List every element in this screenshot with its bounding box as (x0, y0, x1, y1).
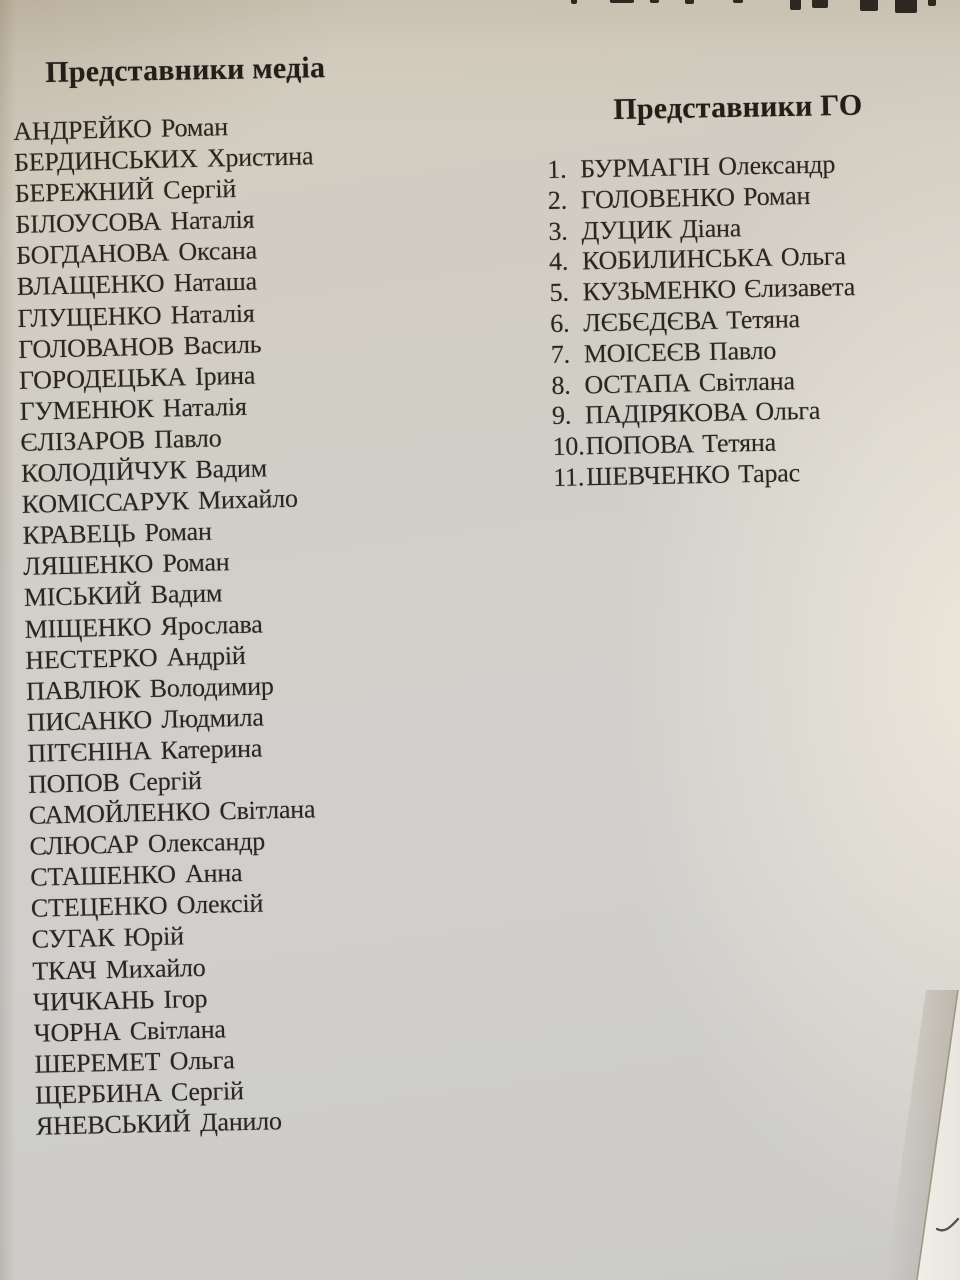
person-name: ШЕВЧЕНКО Тарас (585, 458, 801, 492)
item-number: 7. (550, 339, 571, 369)
person-name: ОСТАПА Світлана (584, 365, 796, 399)
person-name: СЛЮСАР Олександр (29, 826, 266, 861)
item-number: 1. (547, 154, 567, 184)
item-number: 2. (547, 185, 568, 215)
list-item (553, 457, 859, 494)
item-number: 8. (551, 370, 571, 400)
person-name: ГУМЕНЮК Наталія (19, 391, 248, 426)
item-number: 10. (552, 431, 585, 462)
person-name: ГОРОДЕЦЬКА Ірина (18, 360, 256, 395)
text-fragment (790, 0, 801, 10)
media-names-list (13, 109, 335, 1142)
person-name: КОБИЛИНСЬКА Ольга (581, 241, 846, 276)
person-name: ЧОРНА Світлана (33, 1014, 227, 1048)
person-name: ПОПОВА Тетяна (585, 427, 777, 461)
person-name: ПАДІРЯКОВА Ольга (584, 396, 821, 430)
text-fragment (928, 0, 936, 6)
ngo-numbered-list (547, 149, 859, 494)
person-name: МІСЬКИЙ Вадим (23, 578, 223, 613)
person-name: КРАВЕЦЬ Роман (22, 516, 212, 551)
person-name: ЛЯШЕНКО Роман (22, 547, 230, 582)
text-fragment (860, 0, 878, 11)
item-number: 5. (549, 277, 570, 308)
person-name: ЯНЕВСЬКИЙ Данило (35, 1106, 283, 1141)
text-fragment (685, 0, 694, 4)
person-name: СТАШЕНКО Анна (29, 858, 243, 893)
person-name: ПИСАНКО Людмила (26, 702, 265, 737)
person-name: МОІСЕЄВ Павло (583, 335, 777, 369)
text-fragment (571, 0, 577, 4)
item-number: 11. (552, 462, 585, 492)
person-name: ЩЕРБИНА Сергій (34, 1075, 245, 1110)
person-name: ЛЄБЄДЄВА Тетяна (582, 304, 801, 338)
person-name: БІЛОУСОВА Наталія (15, 204, 255, 240)
person-name: ПОПОВ Сергій (27, 765, 203, 799)
item-number: 9. (551, 400, 572, 431)
item-number: 3. (548, 216, 568, 246)
person-name: БОГДАНОВА Оксана (15, 235, 258, 271)
person-name: ЧИЧКАНЬ Ігор (32, 983, 208, 1017)
media-column-title: Представники медіа (45, 51, 326, 89)
text-fragment (812, 0, 828, 8)
person-name: АНДРЕЙКО Роман (13, 112, 229, 146)
person-name: ТКАЧ Михайло (32, 952, 206, 986)
under-sheet-corner (840, 970, 960, 1280)
person-name: ДУЦИК Діана (581, 212, 742, 245)
person-name: САМОЙЛЕНКО Світлана (28, 794, 316, 830)
person-name: ГЛУЩЕНКО Наталія (17, 298, 255, 333)
person-name: СТЕЦЕНКО Олексій (30, 888, 264, 924)
person-name: ПІТЄНІНА Катерина (27, 733, 263, 768)
person-name: БЕРЕЖНИЙ Сергій (14, 174, 237, 209)
person-name: ВЛАЩЕНКО Наташа (16, 266, 258, 302)
text-fragment (650, 0, 659, 3)
text-fragment (610, 0, 634, 3)
item-number: 4. (548, 247, 569, 277)
list-item (552, 395, 858, 432)
person-name: КОЛОДІЙЧУК Вадим (20, 453, 268, 488)
ngo-column-title: Представники ГО (613, 88, 863, 126)
person-name: ЄЛІЗАРОВ Павло (20, 423, 222, 457)
person-name: БЕРДИНСЬКИХ Христина (13, 141, 314, 178)
person-name: НЕСТЕРКО Андрій (25, 640, 246, 675)
person-name: ГОЛОВЕНКО Роман (580, 180, 811, 215)
person-name: КОМІССАРУК Михайло (21, 483, 299, 520)
text-fragment (733, 0, 743, 3)
list-item (548, 180, 854, 217)
person-name: ШЕРЕМЕТ Ольга (34, 1045, 235, 1079)
person-name: МІЩЕНКО Ярослава (24, 608, 263, 644)
text-fragment (895, 0, 917, 13)
person-name: СУГАК Юрій (31, 921, 185, 955)
person-name: ГОЛОВАНОВ Василь (17, 329, 262, 364)
person-name: ПАВЛЮК Володимир (25, 670, 274, 706)
person-name: КУЗЬМЕНКО Єлизавета (582, 272, 856, 307)
list-item (549, 272, 855, 309)
person-name: БУРМАГІН Олександр (579, 149, 836, 184)
item-number: 6. (549, 308, 570, 338)
